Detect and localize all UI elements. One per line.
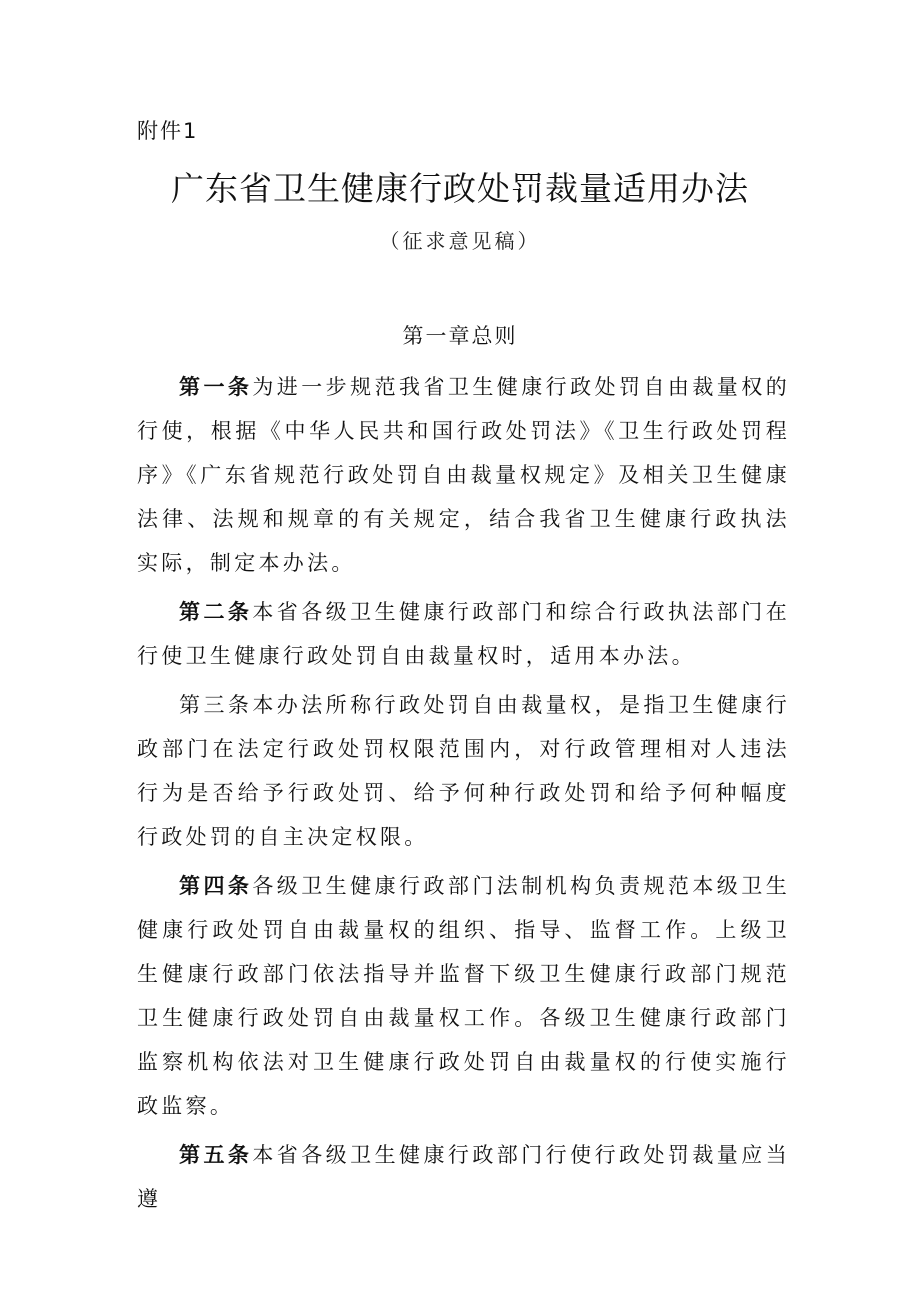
article-text: 各级卫生健康行政部门法制机构负责规范本级卫生健康行政处罚自由裁量权的组织、指导、监督工作。上级卫生健康行政部门依法指导并监督下级卫生健康行政部门规范卫生健康行政处罚自由裁量权工作。各级卫生健康行政部门监察机构依法对卫生健康行政处罚自由裁量权的行使实施行政监察。 [137,874,790,1118]
article-number: 第五条 [179,1143,253,1167]
document-subtitle: （征求意见稿） [379,229,541,253]
article-text: 本办法所称行政处罚自由裁量权，是指卫生健康行政部门在法定行政处罚权限范围内，对行政管理相对人违法行为是否给予行政处罚、给予何种行政处罚和给予何种幅度行政处罚的自主决定权限。 [137,693,790,849]
article-text: 本省各级卫生健康行政部门行使行政处罚裁量应当遵 [137,1143,790,1211]
document-title: 广东省卫生健康行政处罚裁量适用办法 [171,169,749,208]
article-5 [137,1133,790,1221]
article-number: 第一条 [179,375,253,399]
article-number: 第二条 [179,600,253,624]
chapter-heading: 第一章总则 [402,324,518,348]
article-2 [137,590,790,678]
article-text: 为进一步规范我省卫生健康行政处罚自由裁量权的行使，根据《中华人民共和国行政处罚法》《卫生行政处罚程序》《广东省规范行政处罚自由裁量权规定》及相关卫生健康法律、法规和规章的有关规定，结合我省卫生健康行政执法实际，制定本办法。 [137,375,790,575]
article-4 [137,864,790,1128]
document-body [137,365,790,1226]
article-number: 第三条 [179,693,253,717]
attachment-label: 附件1 [137,119,199,143]
article-text: 本省各级卫生健康行政部门和综合行政执法部门在行使卫生健康行政处罚自由裁量权时，适用本办法。 [137,600,790,668]
article-number: 第四条 [179,874,253,898]
article-1 [137,365,790,585]
article-3 [137,683,790,859]
